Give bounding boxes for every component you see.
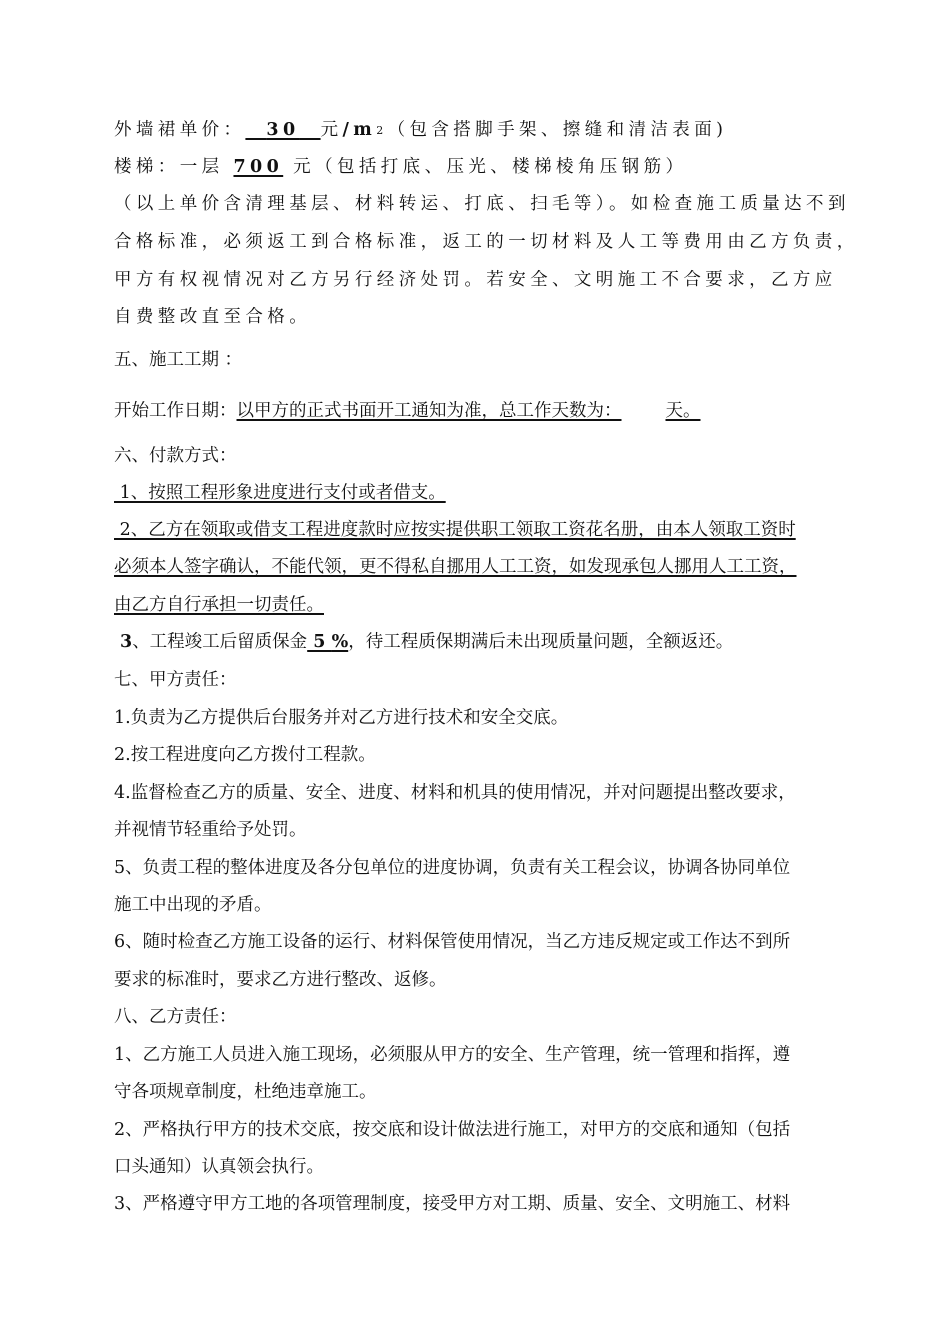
section-heading-payment: 六、付款方式：: [114, 446, 237, 466]
party-b-item: 2、严格执行甲方的技术交底，按交底和设计做法进行施工，对甲方的交底和通知（包括: [114, 1120, 791, 1140]
retention-value: 5: [307, 632, 332, 652]
retention-text: 、工程竣工后留质保金: [132, 632, 308, 652]
stairs-note: （包括打底、压光、楼梯棱角压钢筋）: [315, 157, 688, 177]
stairs-price-label: 楼梯：一层: [114, 157, 234, 177]
start-date-label: 开始工作日期：: [114, 401, 237, 421]
section-heading-party-b: 八、乙方责任：: [114, 1007, 237, 1027]
payment-item-2-cont-text: 必须本人签字确认，不能代领，更不得私自挪用人工工资，如发现承包人挪用人工工资，: [114, 557, 797, 577]
retention-percent: %: [331, 632, 349, 652]
payment-item-2-cont: [114, 555, 864, 579]
party-b-item: 3、严格遵守甲方工地的各项管理制度，接受甲方对工期、质量、安全、文明施工、材料: [114, 1194, 791, 1214]
stairs-price-value: 700: [233, 157, 284, 177]
unit-yuan: 元: [320, 120, 343, 140]
payment-item-2-text: 2、乙方在领取或借支工程进度款时应按实提供职工领取工资花名册，由本人领取工资时: [114, 520, 796, 540]
party-b-item-cont: 守各项规章制度，杜绝违章施工。: [114, 1082, 377, 1102]
paragraph-line: 甲方有权视情况对乙方另行经济处罚。若安全、文明施工不合要求，乙方应: [114, 270, 837, 290]
party-b-item-cont: 口头通知）认真领会执行。: [114, 1157, 324, 1177]
days-unit: 天。: [665, 401, 701, 421]
start-date-text: 以甲方的正式书面开工通知为准，总工作天数为：: [236, 401, 622, 421]
payment-item-1: [114, 481, 864, 505]
start-date-line: [114, 399, 864, 423]
paragraph-line: （以上单价含清理基层、材料转运、打底、扫毛等）。如检查施工质量达不到: [114, 194, 850, 214]
pad: [245, 120, 266, 140]
start-date-underlined: [237, 401, 713, 421]
exterior-wall-note: （包含搭脚手架、擦缝和清洁表面): [387, 120, 728, 140]
exterior-wall-price-label: 外墙裙单价：: [114, 120, 246, 140]
party-a-item-cont: 要求的标准时，要求乙方进行整改、返修。: [114, 970, 447, 990]
section-heading-party-a: 七、甲方责任：: [114, 670, 237, 690]
party-a-item-cont: 施工中出现的矛盾。: [114, 895, 272, 915]
stairs-unit: 元: [283, 157, 316, 177]
paragraph-line: 自费整改直至合格。: [114, 307, 312, 327]
payment-item-2: [114, 518, 864, 542]
stairs-price-line: [114, 155, 864, 179]
price-number: 30: [266, 120, 300, 140]
unit-exponent: 2: [376, 124, 388, 137]
party-b-item: 1、乙方施工人员进入施工现场，必须服从甲方的安全、生产管理，统一管理和指挥，遵: [114, 1045, 791, 1065]
payment-item-2-end: [114, 593, 864, 617]
party-a-item: 2.按工程进度向乙方拨付工程款。: [114, 745, 376, 765]
payment-item-2-end-text: 由乙方自行承担一切责任。: [114, 595, 324, 615]
party-a-item: 4.监督检查乙方的质量、安全、进度、材料和机具的使用情况，并对问题提出整改要求，: [114, 783, 796, 803]
paragraph-line: 合格标准，必须返工到合格标准，返工的一切材料及人工等费用由乙方负责，: [114, 232, 859, 252]
party-a-item-cont: 并视情节轻重给予处罚。: [114, 820, 307, 840]
payment-item-1-text: 1、按照工程形象进度进行支付或者借支。: [114, 483, 446, 503]
party-a-item: 6、随时检查乙方施工设备的运行、材料保管使用情况，当乙方违反规定或工作达不到所: [114, 932, 791, 952]
retention-rest: ，待工程质保期满后未出现质量问题，全额返还。: [348, 632, 734, 652]
exterior-wall-price-value: [245, 120, 320, 140]
party-a-item: 1.负责为乙方提供后台服务并对乙方进行技术和安全交底。: [114, 708, 569, 728]
unit-per-m: /m: [342, 120, 377, 140]
section-heading-schedule: 五、施工工期 ：: [114, 350, 243, 370]
party-a-item: 5、负责工程的整体进度及各分包单位的进度协调，负责有关工程会议，协调各协同单位: [114, 858, 791, 878]
retention-line: [120, 630, 870, 654]
retention-number: 3: [120, 632, 133, 652]
exterior-wall-price-line: [114, 118, 864, 143]
